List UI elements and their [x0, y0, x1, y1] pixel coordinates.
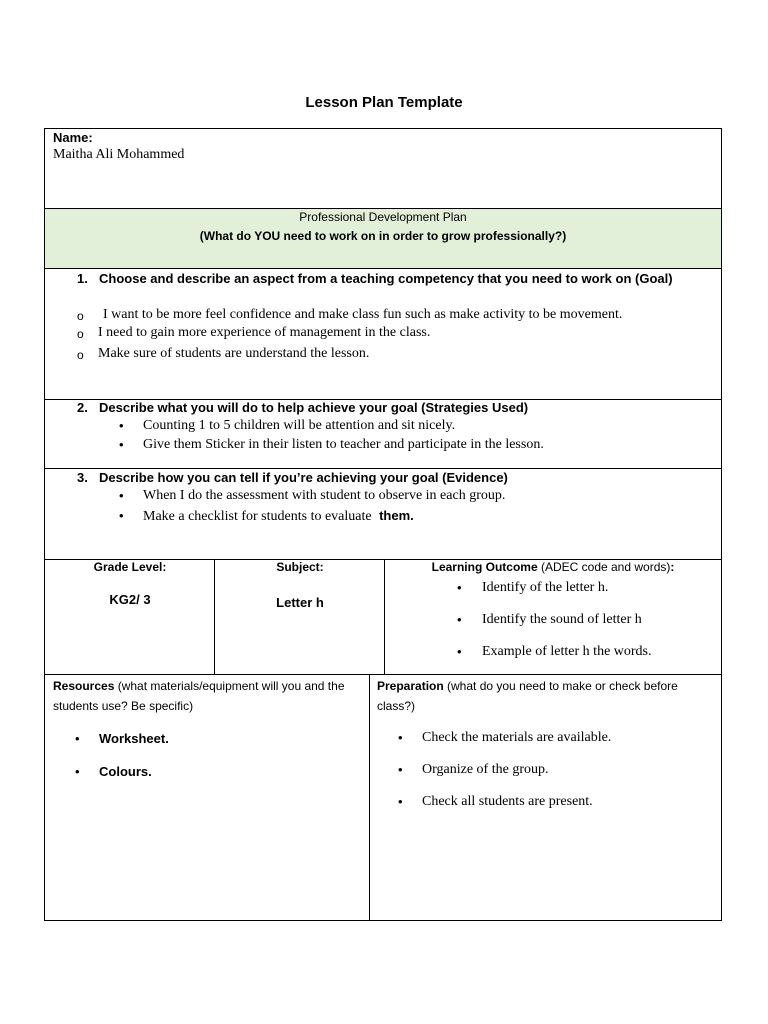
- evidence-number: 3.: [77, 470, 88, 485]
- resources-label: [53, 676, 363, 716]
- evidence-item-1: When I do the assessment with student to observe in each group.: [143, 488, 506, 503]
- outcome-item-2: Identify the sound of letter h: [482, 612, 642, 627]
- goal-marker-1: o: [77, 309, 84, 323]
- divider: [369, 675, 370, 920]
- strategies-heading-text: Describe what you will do to help achieve your goal (Strategies Used): [99, 400, 529, 415]
- preparation-label-bold: Preparation: [377, 679, 444, 693]
- grade-value: KG2/ 3: [109, 592, 151, 607]
- pdp-header: [45, 209, 721, 269]
- preparation-label-plain: (what do you need to make or check before class?): [377, 679, 678, 713]
- divider: [214, 560, 215, 674]
- lesson-plan-table: [44, 128, 722, 921]
- preparation-item-2: Organize of the group.: [422, 762, 549, 777]
- preparation-bullet-1: •: [398, 730, 403, 745]
- document-title: Lesson Plan Template: [305, 94, 463, 111]
- evidence-bullet-2: •: [119, 508, 124, 523]
- strategies-heading: [77, 400, 528, 415]
- resources-item-1: Worksheet.: [99, 731, 169, 746]
- resources-bullet-1: •: [75, 731, 80, 746]
- goal-item-3: Make sure of students are understand the lesson.: [98, 346, 370, 361]
- preparation-bullet-3: •: [398, 794, 403, 809]
- strategies-bullet-1: •: [119, 418, 124, 433]
- evidence-item-2-bold: them.: [379, 508, 414, 523]
- strategies-item-1: Counting 1 to 5 children will be attention and sit nicely.: [143, 418, 456, 433]
- evidence-item-2-text: Make a checklist for students to evaluate: [143, 509, 372, 524]
- resources-row: [45, 675, 721, 920]
- outcome-bullet-3: •: [457, 644, 462, 659]
- strategies-bullet-2: •: [119, 437, 124, 452]
- grade-label: Grade Level:: [93, 560, 167, 574]
- preparation-item-1: Check the materials are available.: [422, 730, 612, 745]
- goal-section: [45, 269, 721, 400]
- goal-marker-2: o: [77, 327, 84, 341]
- outcome-label-bold: Learning Outcome: [431, 560, 538, 574]
- details-row: [45, 560, 721, 675]
- evidence-heading: [77, 470, 508, 485]
- preparation-label: [377, 676, 717, 716]
- goal-marker-3: o: [77, 348, 84, 362]
- goal-heading: [77, 271, 673, 286]
- evidence-bullet-1: •: [119, 488, 124, 503]
- goal-heading-text: Choose and describe an aspect from a teaching competency that you need to work on (Goal): [99, 271, 673, 286]
- subject-value: Letter h: [276, 595, 324, 610]
- outcome-label-colon: :: [670, 560, 675, 574]
- name-label: Name:: [53, 130, 93, 145]
- subject-label: Subject:: [276, 560, 324, 574]
- outcome-item-1: Identify of the letter h.: [482, 580, 609, 595]
- outcome-bullet-2: •: [457, 612, 462, 627]
- outcome-bullet-1: •: [457, 580, 462, 595]
- name-section: [45, 129, 721, 209]
- divider: [384, 560, 385, 674]
- resources-item-2: Colours.: [99, 764, 152, 779]
- resources-label-plain: (what materials/equipment will you and the students use? Be specific): [53, 679, 345, 713]
- evidence-item-2: [143, 508, 414, 525]
- resources-label-bold: Resources: [53, 679, 115, 693]
- evidence-heading-text: Describe how you can tell if you’re achieving your goal (Evidence): [99, 470, 508, 485]
- pdp-subtitle: (What do YOU need to work on in order to grow professionally?): [199, 229, 567, 243]
- outcome-label: [385, 560, 721, 574]
- strategies-section: [45, 400, 721, 469]
- resources-bullet-2: •: [75, 764, 80, 779]
- goal-number: 1.: [77, 271, 88, 286]
- goal-item-1: I want to be more feel confidence and make class fun such as make activity to be movement.: [103, 307, 623, 322]
- outcome-item-3: Example of letter h the words.: [482, 644, 652, 659]
- name-value: Maitha Ali Mohammed: [53, 147, 185, 162]
- strategies-item-2: Give them Sticker in their listen to teacher and participate in the lesson.: [143, 437, 544, 452]
- goal-item-2: I need to gain more experience of management in the class.: [98, 325, 431, 340]
- outcome-label-plain: (ADEC code and words): [537, 560, 671, 574]
- pdp-title: Professional Development Plan: [299, 210, 467, 224]
- preparation-bullet-2: •: [398, 762, 403, 777]
- preparation-item-3: Check all students are present.: [422, 794, 593, 809]
- evidence-section: [45, 469, 721, 560]
- strategies-number: 2.: [77, 400, 88, 415]
